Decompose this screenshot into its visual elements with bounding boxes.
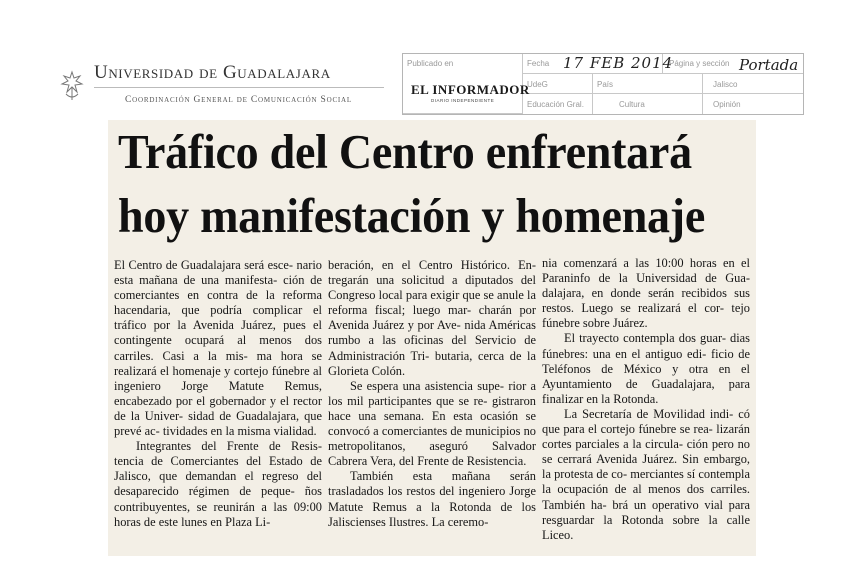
article-column-2 — [328, 258, 536, 530]
fecha-label: Fecha — [527, 59, 550, 68]
paragraph: nia comenzará a las 10:00 horas en el Paraninfo de la Universidad de Gua- dalajara, en donde serán recibidos sus restos. Luego se realizará el cor- tejo fúnebre sobre Juárez. — [542, 256, 750, 331]
newspaper-tagline: DIARIO INDEPENDIENTE — [431, 98, 495, 103]
pagina-value: Portada — [739, 56, 799, 74]
checkbox-label-udeg: UdeG — [527, 80, 548, 89]
publicado-label: Publicado en — [407, 59, 454, 68]
header-divider — [94, 87, 384, 88]
checkbox-label-educacion: Educación Gral. — [527, 100, 584, 109]
checkbox-label-jalisco: Jalisco — [713, 80, 738, 89]
paragraph: El trayecto contempla dos guar- dias fúnebres: una en el antiguo edi- ficio de Teléfonos de México y otra en el Ayuntamiento de Guadalajara, para finalizar en la Rotonda. — [542, 331, 750, 406]
pagina-label: Página y sección — [669, 59, 730, 68]
university-seal-icon — [58, 70, 86, 102]
fecha-value: 17 FEB 2014 — [563, 54, 674, 72]
article-column-3 — [542, 256, 750, 543]
newspaper-name: EL INFORMADOR — [411, 82, 530, 97]
paragraph: La Secretaría de Movilidad indi- có que para el cortejo fúnebre se rea- lizarán cortes parciales a la circula- ción pero no se cerrará Avenida Juárez. Sin embargo, la protesta de co- merciantes sí contempla la ocupación de al menos dos carriles. También ha- brá un operativo vial para resguardar la Rotonda sobre la calle Liceo. — [542, 406, 750, 542]
article-column-1 — [114, 258, 322, 530]
checkbox-label-cultura: Cultura — [619, 100, 645, 109]
paragraph: Integrantes del Frente de Resis- tencia de Comerciantes del Estado de Jalisco, que demandan el regreso del desaparecido régimen de peque- ños contribuyentes, se reunirán a las 09:00 horas de este lunes en Plaza Li- — [114, 439, 322, 529]
paragraph: También esta mañana serán trasladados los restos del ingeniero Jorge Matute Remus a la Rotonda de los Jaliscienses Ilustres. La ceremo- — [328, 469, 536, 529]
university-subtitle: Coordinación General de Comunicación Social — [125, 95, 352, 105]
headline-line-1: Tráfico del Centro enfrentará — [118, 124, 692, 179]
news-article — [108, 120, 756, 556]
paragraph: Se espera una asistencia supe- rior a los mil participantes que se re- gistraron hace una semana. En esta ocasión se convocó a comerciantes de municipios no metropolitanos, aseguró Salvador Cabrera Vera, del Frente de Resistencia. — [328, 378, 536, 469]
clipping-form — [402, 53, 804, 115]
checkbox-label-pais: País — [597, 80, 614, 89]
university-name: Universidad de Guadalajara — [94, 62, 331, 83]
headline-line-2: hoy manifestación y homenaje — [118, 188, 706, 243]
article-headline — [118, 120, 720, 248]
checkbox-label-opinion: Opinión — [713, 100, 741, 109]
paragraph: beración, en el Centro Histórico. En- tregarán una solicitud a diputados del Congreso local para exigir que se anule la reforma fiscal; luego mar- charán por Avenida Juárez y por Ave- nida Américas rumbo a las oficinas del Servicio de Administración Tri- butaria, cerca de la Glorieta Colón. — [328, 258, 536, 378]
paragraph: El Centro de Guadalajara será esce- nario esta mañana de una manifesta- ción de comerciantes en contra de la reforma hacendaria, que podría complicar el tráfico por la Avenida Juárez, pues el contingente ocupará al menos dos carriles. Casi a la mis- ma hora se realizará el homenaje y cortejo fúnebre al ingeniero Jorge Matute Remus, encabezado por el gobernador y el rector de la Univer- sidad de Guadalajara, que prevé ac- tividades en la misma vialidad. — [114, 258, 322, 439]
